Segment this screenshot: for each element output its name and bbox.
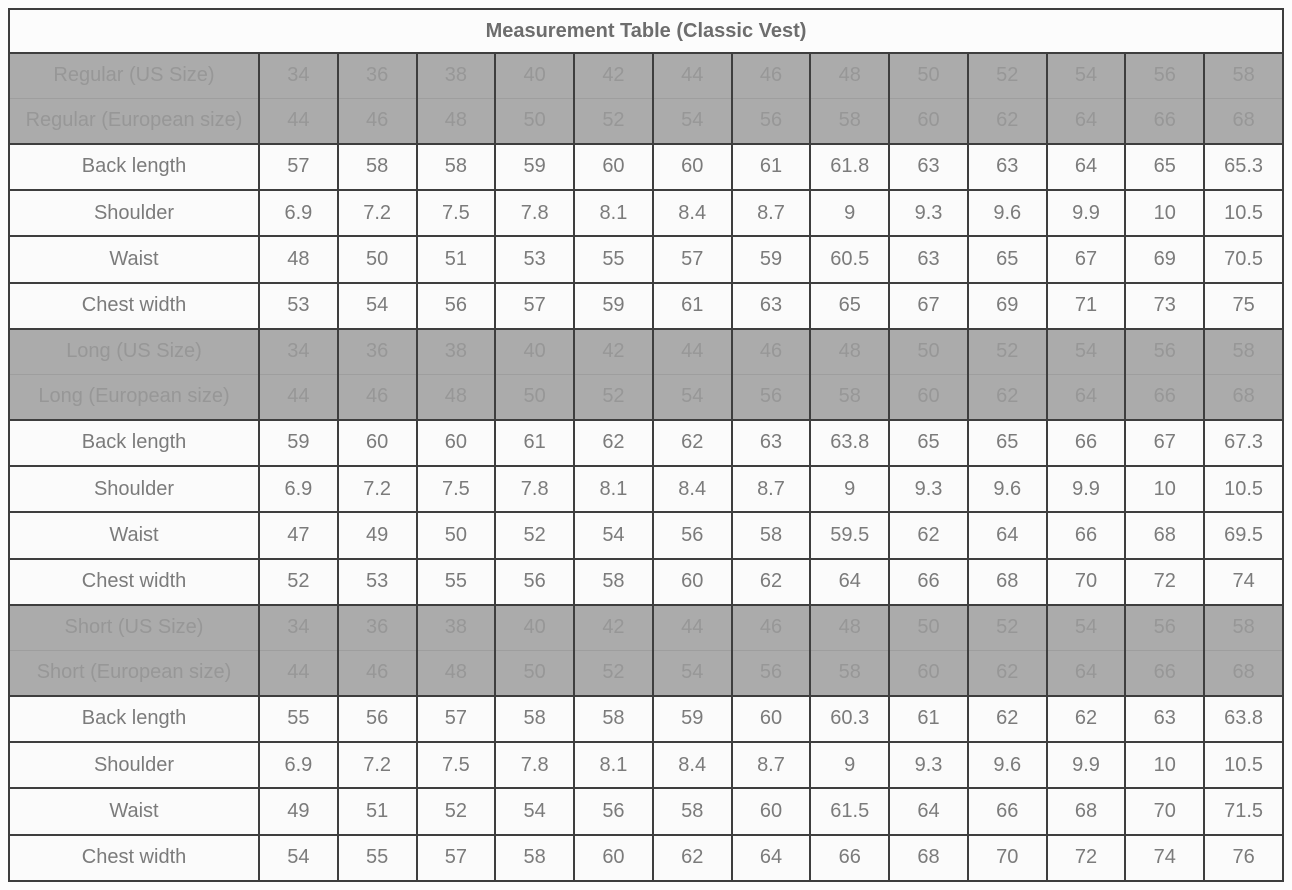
- value-cell: 7.2: [338, 466, 417, 512]
- value-cell: 56: [1125, 329, 1204, 374]
- value-cell: 7.2: [338, 190, 417, 236]
- value-cell: 58: [574, 559, 653, 605]
- measurement-row: [9, 283, 1283, 329]
- table-title: Measurement Table (Classic Vest): [9, 9, 1283, 53]
- value-cell: 70: [1125, 788, 1204, 834]
- value-cell: 50: [417, 512, 496, 558]
- value-cell: 62: [968, 98, 1047, 143]
- value-cell: 9.6: [968, 190, 1047, 236]
- value-cell: 61: [889, 696, 968, 742]
- value-cell: 54: [338, 283, 417, 329]
- value-cell: 49: [259, 788, 338, 834]
- value-cell: 68: [1047, 788, 1126, 834]
- value-cell: 48: [417, 98, 496, 143]
- value-cell: 8.1: [574, 466, 653, 512]
- value-cell: 56: [732, 98, 811, 143]
- value-cell: 55: [574, 236, 653, 282]
- value-cell: 61: [495, 420, 574, 466]
- measurement-row: [9, 190, 1283, 236]
- value-cell: 8.7: [732, 190, 811, 236]
- value-cell: 53: [259, 283, 338, 329]
- value-cell: 50: [338, 236, 417, 282]
- value-cell: 67: [1125, 420, 1204, 466]
- value-cell: 46: [338, 650, 417, 695]
- value-cell: 40: [495, 605, 574, 650]
- value-cell: 9.6: [968, 742, 1047, 788]
- value-cell: 54: [653, 374, 732, 419]
- measurement-row: [9, 466, 1283, 512]
- value-cell: 7.8: [495, 742, 574, 788]
- value-cell: 63.8: [1204, 696, 1283, 742]
- value-cell: 62: [968, 374, 1047, 419]
- value-cell: 61: [653, 283, 732, 329]
- value-cell: 56: [1125, 605, 1204, 650]
- value-cell: 63: [889, 144, 968, 190]
- value-cell: 58: [338, 144, 417, 190]
- value-cell: 59: [495, 144, 574, 190]
- value-cell: 62: [732, 559, 811, 605]
- value-cell: 51: [417, 236, 496, 282]
- value-cell: 66: [1047, 512, 1126, 558]
- measurement-row: [9, 236, 1283, 282]
- measurement-row: [9, 788, 1283, 834]
- value-cell: 38: [417, 605, 496, 650]
- value-cell: 69.5: [1204, 512, 1283, 558]
- value-cell: 55: [417, 559, 496, 605]
- value-cell: 52: [574, 374, 653, 419]
- value-cell: 10.5: [1204, 466, 1283, 512]
- value-cell: 58: [653, 788, 732, 834]
- value-cell: 66: [810, 835, 889, 881]
- value-cell: 9.9: [1047, 742, 1126, 788]
- measurement-row: [9, 420, 1283, 466]
- value-cell: 71.5: [1204, 788, 1283, 834]
- value-cell: 52: [495, 512, 574, 558]
- value-cell: 65: [889, 420, 968, 466]
- value-cell: 59.5: [810, 512, 889, 558]
- value-cell: 50: [889, 329, 968, 374]
- value-cell: 44: [259, 98, 338, 143]
- value-cell: 52: [968, 605, 1047, 650]
- row-label-cell: Waist: [9, 236, 259, 282]
- value-cell: 7.5: [417, 466, 496, 512]
- value-cell: 72: [1125, 559, 1204, 605]
- value-cell: 65: [810, 283, 889, 329]
- size-header-row: [9, 329, 1283, 374]
- value-cell: 7.5: [417, 742, 496, 788]
- value-cell: 54: [1047, 605, 1126, 650]
- value-cell: 67.3: [1204, 420, 1283, 466]
- value-cell: 64: [1047, 650, 1126, 695]
- value-cell: 56: [653, 512, 732, 558]
- value-cell: 62: [1047, 696, 1126, 742]
- value-cell: 58: [1204, 605, 1283, 650]
- value-cell: 6.9: [259, 190, 338, 236]
- value-cell: 66: [1047, 420, 1126, 466]
- value-cell: 54: [1047, 53, 1126, 98]
- value-cell: 54: [653, 650, 732, 695]
- value-cell: 66: [1125, 650, 1204, 695]
- value-cell: 59: [259, 420, 338, 466]
- value-cell: 10: [1125, 190, 1204, 236]
- value-cell: 55: [338, 835, 417, 881]
- value-cell: 68: [889, 835, 968, 881]
- value-cell: 68: [1204, 650, 1283, 695]
- value-cell: 56: [1125, 53, 1204, 98]
- value-cell: 50: [889, 605, 968, 650]
- value-cell: 59: [732, 236, 811, 282]
- value-cell: 52: [574, 98, 653, 143]
- row-label-cell: Long (US Size): [9, 329, 259, 374]
- value-cell: 56: [417, 283, 496, 329]
- value-cell: 40: [495, 53, 574, 98]
- value-cell: 46: [732, 329, 811, 374]
- value-cell: 70: [968, 835, 1047, 881]
- value-cell: 50: [889, 53, 968, 98]
- size-header-row: [9, 605, 1283, 650]
- value-cell: 60: [889, 98, 968, 143]
- value-cell: 56: [732, 374, 811, 419]
- value-cell: 67: [1047, 236, 1126, 282]
- value-cell: 70.5: [1204, 236, 1283, 282]
- value-cell: 9: [810, 190, 889, 236]
- value-cell: 44: [653, 329, 732, 374]
- value-cell: 66: [968, 788, 1047, 834]
- value-cell: 69: [968, 283, 1047, 329]
- value-cell: 46: [338, 98, 417, 143]
- value-cell: 64: [732, 835, 811, 881]
- value-cell: 61.8: [810, 144, 889, 190]
- value-cell: 36: [338, 53, 417, 98]
- row-label-cell: Chest width: [9, 835, 259, 881]
- value-cell: 7.5: [417, 190, 496, 236]
- value-cell: 60: [653, 144, 732, 190]
- value-cell: 8.4: [653, 466, 732, 512]
- value-cell: 9: [810, 466, 889, 512]
- value-cell: 44: [259, 650, 338, 695]
- value-cell: 76: [1204, 835, 1283, 881]
- row-label-cell: Shoulder: [9, 190, 259, 236]
- value-cell: 55: [259, 696, 338, 742]
- value-cell: 58: [810, 98, 889, 143]
- value-cell: 60: [417, 420, 496, 466]
- value-cell: 66: [1125, 374, 1204, 419]
- value-cell: 42: [574, 329, 653, 374]
- value-cell: 73: [1125, 283, 1204, 329]
- value-cell: 68: [1125, 512, 1204, 558]
- value-cell: 60.3: [810, 696, 889, 742]
- value-cell: 58: [574, 696, 653, 742]
- row-label-cell: Waist: [9, 788, 259, 834]
- measurement-row: [9, 144, 1283, 190]
- value-cell: 65.3: [1204, 144, 1283, 190]
- value-cell: 10: [1125, 466, 1204, 512]
- value-cell: 58: [810, 650, 889, 695]
- row-label-cell: Long (European size): [9, 374, 259, 419]
- value-cell: 63: [732, 283, 811, 329]
- value-cell: 38: [417, 53, 496, 98]
- value-cell: 58: [810, 374, 889, 419]
- value-cell: 68: [1204, 374, 1283, 419]
- row-label-cell: Shoulder: [9, 742, 259, 788]
- value-cell: 46: [338, 374, 417, 419]
- size-header-row: [9, 374, 1283, 419]
- table-body: [9, 53, 1283, 881]
- value-cell: 60: [889, 650, 968, 695]
- value-cell: 64: [1047, 374, 1126, 419]
- value-cell: 10: [1125, 742, 1204, 788]
- size-header-row: [9, 650, 1283, 695]
- value-cell: 57: [653, 236, 732, 282]
- value-cell: 64: [889, 788, 968, 834]
- value-cell: 48: [417, 650, 496, 695]
- value-cell: 56: [574, 788, 653, 834]
- value-cell: 9.3: [889, 466, 968, 512]
- value-cell: 46: [732, 605, 811, 650]
- value-cell: 48: [810, 53, 889, 98]
- value-cell: 7.2: [338, 742, 417, 788]
- value-cell: 64: [1047, 98, 1126, 143]
- value-cell: 57: [417, 835, 496, 881]
- value-cell: 46: [732, 53, 811, 98]
- value-cell: 56: [338, 696, 417, 742]
- value-cell: 68: [968, 559, 1047, 605]
- row-label-cell: Short (European size): [9, 650, 259, 695]
- row-label-cell: Back length: [9, 144, 259, 190]
- value-cell: 57: [259, 144, 338, 190]
- value-cell: 38: [417, 329, 496, 374]
- value-cell: 54: [259, 835, 338, 881]
- value-cell: 53: [338, 559, 417, 605]
- value-cell: 74: [1125, 835, 1204, 881]
- value-cell: 58: [1204, 53, 1283, 98]
- value-cell: 62: [968, 696, 1047, 742]
- value-cell: 9.3: [889, 190, 968, 236]
- value-cell: 6.9: [259, 466, 338, 512]
- value-cell: 49: [338, 512, 417, 558]
- value-cell: 10.5: [1204, 190, 1283, 236]
- value-cell: 63.8: [810, 420, 889, 466]
- value-cell: 66: [889, 559, 968, 605]
- value-cell: 60: [732, 696, 811, 742]
- value-cell: 9.6: [968, 466, 1047, 512]
- value-cell: 8.4: [653, 190, 732, 236]
- value-cell: 54: [653, 98, 732, 143]
- value-cell: 69: [1125, 236, 1204, 282]
- value-cell: 50: [495, 374, 574, 419]
- value-cell: 54: [574, 512, 653, 558]
- value-cell: 67: [889, 283, 968, 329]
- value-cell: 71: [1047, 283, 1126, 329]
- value-cell: 8.1: [574, 190, 653, 236]
- row-label-cell: Chest width: [9, 283, 259, 329]
- value-cell: 34: [259, 605, 338, 650]
- value-cell: 52: [574, 650, 653, 695]
- value-cell: 10.5: [1204, 742, 1283, 788]
- row-label-cell: Back length: [9, 420, 259, 466]
- value-cell: 7.8: [495, 190, 574, 236]
- value-cell: 63: [968, 144, 1047, 190]
- value-cell: 65: [968, 420, 1047, 466]
- value-cell: 44: [653, 53, 732, 98]
- value-cell: 65: [968, 236, 1047, 282]
- value-cell: 60: [889, 374, 968, 419]
- row-label-cell: Regular (European size): [9, 98, 259, 143]
- value-cell: 36: [338, 329, 417, 374]
- value-cell: 47: [259, 512, 338, 558]
- value-cell: 58: [495, 835, 574, 881]
- value-cell: 57: [417, 696, 496, 742]
- value-cell: 48: [810, 329, 889, 374]
- value-cell: 59: [653, 696, 732, 742]
- measurement-row: [9, 512, 1283, 558]
- value-cell: 70: [1047, 559, 1126, 605]
- value-cell: 60: [653, 559, 732, 605]
- value-cell: 54: [1047, 329, 1126, 374]
- value-cell: 52: [259, 559, 338, 605]
- measurement-row: [9, 742, 1283, 788]
- value-cell: 58: [495, 696, 574, 742]
- value-cell: 60: [338, 420, 417, 466]
- value-cell: 53: [495, 236, 574, 282]
- value-cell: 62: [889, 512, 968, 558]
- value-cell: 62: [574, 420, 653, 466]
- value-cell: 65: [1125, 144, 1204, 190]
- value-cell: 9.9: [1047, 190, 1126, 236]
- value-cell: 36: [338, 605, 417, 650]
- value-cell: 48: [810, 605, 889, 650]
- size-header-row: [9, 98, 1283, 143]
- value-cell: 48: [417, 374, 496, 419]
- value-cell: 8.7: [732, 466, 811, 512]
- value-cell: 40: [495, 329, 574, 374]
- value-cell: 63: [1125, 696, 1204, 742]
- value-cell: 62: [653, 835, 732, 881]
- value-cell: 48: [259, 236, 338, 282]
- value-cell: 62: [653, 420, 732, 466]
- value-cell: 42: [574, 605, 653, 650]
- value-cell: 62: [968, 650, 1047, 695]
- value-cell: 66: [1125, 98, 1204, 143]
- value-cell: 57: [495, 283, 574, 329]
- row-label-cell: Regular (US Size): [9, 53, 259, 98]
- value-cell: 58: [1204, 329, 1283, 374]
- value-cell: 42: [574, 53, 653, 98]
- value-cell: 9: [810, 742, 889, 788]
- value-cell: 61.5: [810, 788, 889, 834]
- value-cell: 60: [574, 835, 653, 881]
- value-cell: 52: [968, 329, 1047, 374]
- value-cell: 50: [495, 650, 574, 695]
- value-cell: 51: [338, 788, 417, 834]
- value-cell: 61: [732, 144, 811, 190]
- value-cell: 6.9: [259, 742, 338, 788]
- value-cell: 44: [259, 374, 338, 419]
- row-label-cell: Chest width: [9, 559, 259, 605]
- value-cell: 59: [574, 283, 653, 329]
- value-cell: 7.8: [495, 466, 574, 512]
- value-cell: 64: [810, 559, 889, 605]
- title-row: [9, 9, 1283, 53]
- value-cell: 50: [495, 98, 574, 143]
- value-cell: 72: [1047, 835, 1126, 881]
- value-cell: 56: [732, 650, 811, 695]
- value-cell: 54: [495, 788, 574, 834]
- value-cell: 75: [1204, 283, 1283, 329]
- row-label-cell: Waist: [9, 512, 259, 558]
- value-cell: 60: [732, 788, 811, 834]
- value-cell: 58: [417, 144, 496, 190]
- value-cell: 74: [1204, 559, 1283, 605]
- measurement-table: [8, 8, 1284, 882]
- size-header-row: [9, 53, 1283, 98]
- row-label-cell: Shoulder: [9, 466, 259, 512]
- value-cell: 64: [968, 512, 1047, 558]
- value-cell: 44: [653, 605, 732, 650]
- row-label-cell: Short (US Size): [9, 605, 259, 650]
- value-cell: 58: [732, 512, 811, 558]
- measurement-row: [9, 696, 1283, 742]
- value-cell: 8.1: [574, 742, 653, 788]
- value-cell: 68: [1204, 98, 1283, 143]
- value-cell: 64: [1047, 144, 1126, 190]
- measurement-row: [9, 835, 1283, 881]
- value-cell: 63: [889, 236, 968, 282]
- value-cell: 63: [732, 420, 811, 466]
- value-cell: 8.7: [732, 742, 811, 788]
- value-cell: 9.9: [1047, 466, 1126, 512]
- value-cell: 52: [968, 53, 1047, 98]
- measurement-row: [9, 559, 1283, 605]
- value-cell: 60: [574, 144, 653, 190]
- value-cell: 60.5: [810, 236, 889, 282]
- value-cell: 56: [495, 559, 574, 605]
- value-cell: 52: [417, 788, 496, 834]
- row-label-cell: Back length: [9, 696, 259, 742]
- value-cell: 8.4: [653, 742, 732, 788]
- value-cell: 9.3: [889, 742, 968, 788]
- value-cell: 34: [259, 53, 338, 98]
- value-cell: 34: [259, 329, 338, 374]
